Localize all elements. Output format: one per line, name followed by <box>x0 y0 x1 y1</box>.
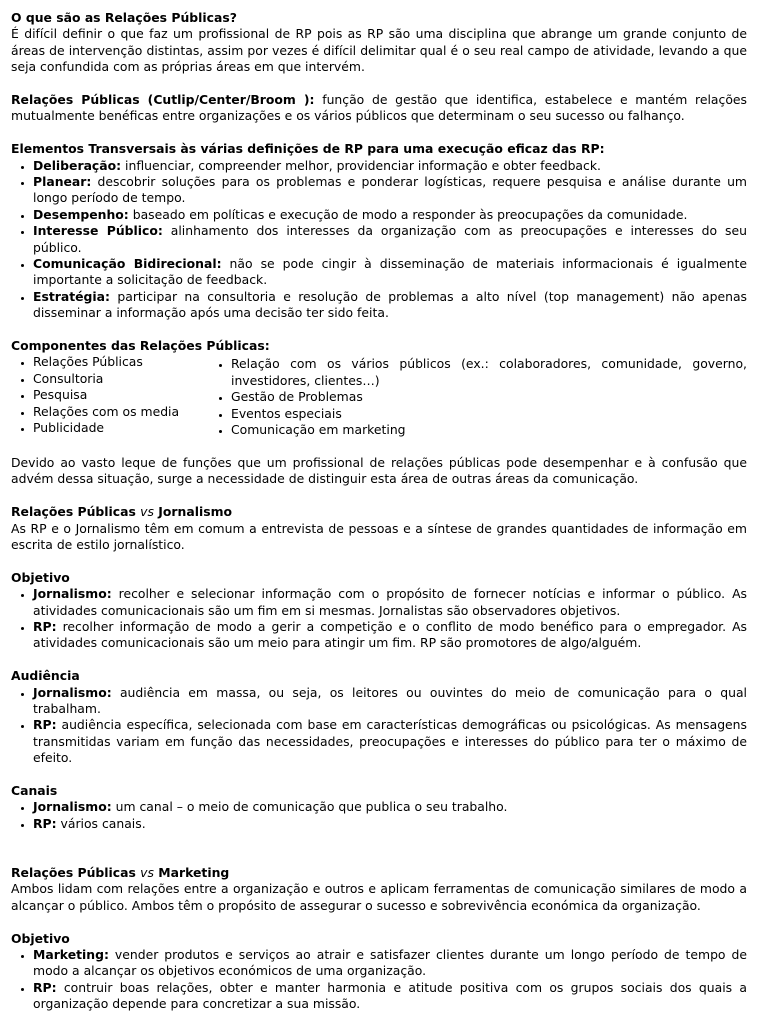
section-heading-jornalismo <box>11 504 747 520</box>
list-item-text: recolher informação de modo a gerir a competição e o conflito de modo benéfico para o empregador. As atividades comunicacionais são um meio para atingir um fim. RP são promotores de algo/alguém. <box>33 618 747 651</box>
list-item: • Comunicação em marketing <box>231 422 747 438</box>
list-item <box>33 207 747 223</box>
jornalismo-canais-list <box>11 799 747 832</box>
list-item: • Relações Públicas <box>33 354 209 370</box>
document-content <box>11 10 747 1013</box>
list-item-term: Deliberação: <box>33 157 122 173</box>
subheading-objetivo-marketing: Objetivo <box>11 930 70 946</box>
marketing-objetivo-list <box>11 947 747 1013</box>
componentes-right-list <box>209 354 747 438</box>
list-item-term: Marketing: <box>33 947 109 962</box>
jornalismo-objetivo-list <box>11 586 747 652</box>
subheading-objetivo: Objetivo <box>11 569 70 585</box>
list-item-text: audiência em massa, ou seja, os leitores ou ouvintes do meio de comunicação para o qual trabalham. <box>33 684 747 716</box>
list-item-term: Desempenho: <box>33 206 129 222</box>
marketing-paragraph: Ambos lidam com relações entre a organização e outros e aplicam ferramentas de comunicação similares de modo a alcançar o público. Ambos têm o propósito de assegurar o sucesso e sobrevivência económica da organização. <box>11 881 747 913</box>
list-item-term: RP: <box>33 717 57 733</box>
list-item-term: Planear: <box>33 174 92 190</box>
section-heading-elementos: Elementos Transversais às várias definições de RP para uma execução eficaz das RP: <box>11 141 605 157</box>
list-item-text: vender produtos e serviços ao atrair e satisfazer clientes durante um longo período de tempo de modo a alcançar os objetivos económicos de uma organização. <box>33 947 747 979</box>
list-item: • Relações com os media <box>33 404 209 420</box>
list-item-text: vários canais. <box>56 815 146 831</box>
list-item: • Pesquisa <box>33 387 209 403</box>
list-item <box>33 816 747 832</box>
componentes-right-column <box>209 354 747 438</box>
list-item-text: influenciar, compreender melhor, providenciar informação e obter feedback. <box>121 157 601 173</box>
list-item-term: Estratégia: <box>33 288 110 304</box>
section-heading-marketing <box>11 865 747 881</box>
list-item-text: audiência específica, selecionada com base em características demográficas ou psicológicas. As mensagens transmitidas variam em função das necessidades, preocupações e interesses do público para ter o máximo de efeito. <box>33 717 747 766</box>
heading-part: Relações Públicas <box>11 864 141 880</box>
heading-part: Jornalismo <box>153 504 232 520</box>
list-item: • Relação com os vários públicos (ex.: colaboradores, comunidade, governo, investidores, clientes…) <box>231 356 747 389</box>
list-item-text: participar na consultoria e resolução de problemas a alto nível (top management) não apenas disseminar a informação após uma decisão ter sido feita. <box>33 288 747 321</box>
list-item-text: recolher e selecionar informação com o propósito de fornecer notícias e informar o público. As atividades comunicacionais são um fim em si mesmas. Jornalistas são observadores objetivos. <box>33 586 747 618</box>
list-item-term: RP: <box>33 815 57 831</box>
heading-part: Marketing <box>153 864 230 880</box>
list-item: • Eventos especiais <box>231 406 747 422</box>
elementos-list <box>11 158 747 322</box>
list-item <box>33 685 747 718</box>
subheading-audiencia: Audiência <box>11 668 80 684</box>
list-item-term: Interesse Público: <box>33 223 163 239</box>
list-item-term: RP: <box>33 618 57 634</box>
componentes-columns <box>11 354 747 438</box>
definition-text: função de gestão que identifica, estabelece e mantém relações mutualmente benéficas entre organizações e os vários públicos que determinam o seu sucesso ou falhanço. <box>11 92 747 124</box>
list-item <box>33 223 747 256</box>
list-item-text: baseado em políticas e execução de modo a responder às preocupações da comunidade. <box>128 206 688 222</box>
list-item <box>33 586 747 619</box>
list-item <box>33 619 747 652</box>
list-item-text: alinhamento dos interesses da organização com as preocupações e interesses do seu público. <box>33 223 747 255</box>
componentes-left-list <box>11 354 209 436</box>
section-heading-componentes: Componentes das Relações Públicas: <box>11 338 270 354</box>
list-item-text: um canal – o meio de comunicação que publica o seu trabalho. <box>111 799 508 815</box>
definition-paragraph <box>11 92 747 125</box>
list-item: • Consultoria <box>33 371 209 387</box>
heading-part: Relações Públicas <box>11 504 141 520</box>
list-item-text: não se pode cingir à disseminação de materiais informacionais é igualmente importante a solicitação de feedback. <box>33 256 747 288</box>
list-item <box>33 256 747 289</box>
list-item <box>33 799 747 815</box>
componentes-left-column <box>11 354 209 438</box>
list-item-text: contruir boas relações, obter e manter harmonia e atitude positiva com os grupos sociais dos quais a organização depende para concretizar a sua missão. <box>33 979 747 1012</box>
heading-vs: vs <box>140 504 154 520</box>
list-item-term: Comunicação Bidirecional: <box>33 256 222 272</box>
list-item <box>33 717 747 766</box>
devido-paragraph: Devido ao vasto leque de funções que um profissional de relações públicas pode desempenhar e à confusão que advém dessa situação, surge a necessidade de distinguir esta área de outras áreas da comunicação. <box>11 454 747 487</box>
intro-paragraph: É difícil definir o que faz um profissional de RP pois as RP são uma disciplina que abrange um grande conjunto de áreas de intervenção distintas, assim por vezes é difícil delimitar qual é o seu real campo de atividade, levando a que seja confundida com as próprias áreas em que intervém. <box>11 26 747 75</box>
definition-label: Relações Públicas (Cutlip/Center/Broom ): <box>11 92 315 108</box>
jornalismo-audiencia-list <box>11 685 747 767</box>
list-item <box>33 174 747 207</box>
list-item <box>33 289 747 322</box>
list-item-term: Jornalismo: <box>33 684 112 700</box>
list-item: • Gestão de Problemas <box>231 389 747 405</box>
heading-vs: vs <box>140 864 154 880</box>
list-item-term: Jornalismo: <box>33 799 112 815</box>
list-item-term: Jornalismo: <box>33 586 112 602</box>
list-item <box>33 980 747 1013</box>
list-item: • Publicidade <box>33 420 209 436</box>
section-heading-intro: O que são as Relações Públicas? <box>11 10 237 25</box>
jornalismo-paragraph: As RP e o Jornalismo têm em comum a entrevista de pessoas e a síntese de grandes quantidades de informação em escrita de estilo jornalístico. <box>11 520 747 552</box>
list-item <box>33 947 747 980</box>
list-item <box>33 158 747 174</box>
list-item-term: RP: <box>33 979 57 995</box>
list-item-text: descobrir soluções para os problemas e ponderar logísticas, requere pesquisa e análise durante um longo período de tempo. <box>33 174 747 206</box>
subheading-canais: Canais <box>11 782 58 798</box>
